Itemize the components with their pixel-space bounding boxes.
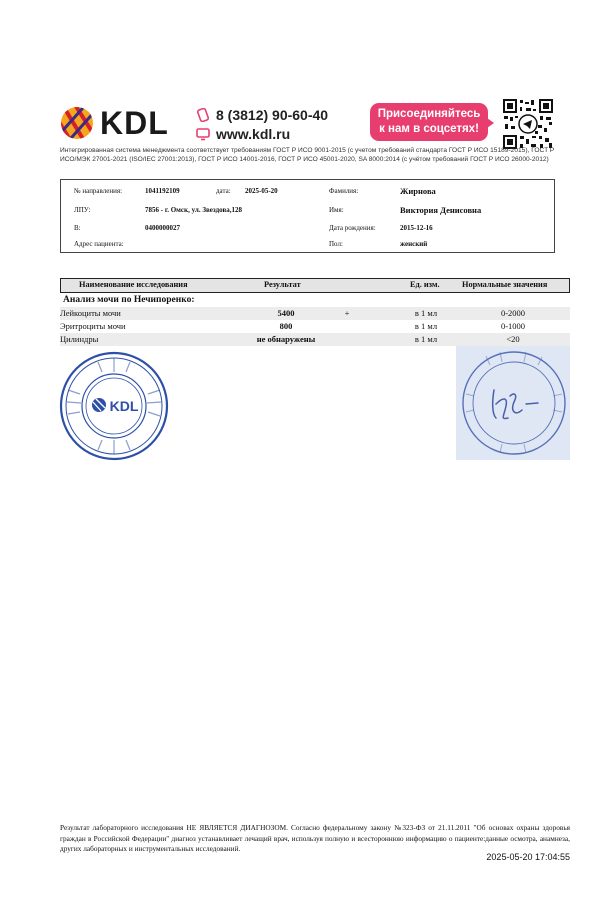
logo-text: KDL — [100, 105, 169, 141]
table-row — [60, 333, 570, 346]
row-name: Эритроциты мочи — [60, 321, 126, 331]
v-value: 0400000027 — [145, 224, 180, 232]
v-label: В: — [74, 224, 81, 232]
birth-value: 2015-12-16 — [400, 224, 433, 232]
referral-value: 1041192109 — [145, 187, 180, 195]
sex-value: женский — [400, 240, 428, 248]
section-title: Анализ мочи по Нечипоренко: — [63, 295, 195, 305]
row-norm: 0-1000 — [500, 321, 526, 331]
surname-label: Фамилия: — [329, 187, 359, 195]
top-blank-strip — [0, 0, 600, 80]
date-label: дата: — [216, 187, 231, 195]
row-unit: в 1 мл — [414, 321, 438, 331]
website-link[interactable]: www.kdl.ru — [216, 126, 291, 142]
col-unit-header: Ед. изм. — [410, 280, 440, 289]
promo-arrow-icon — [487, 118, 494, 128]
sex-label: Пол: — [329, 240, 343, 248]
row-name: Лейкоциты мочи — [60, 308, 121, 318]
certification-text: Интегрированная система менеджмента соответствует требованиям ГОСТ Р ИСО 9001-2015 (с учетом требований стандарта ГОСТ Р ИСО 15189-2015), ГОСТ Р ИСО/МЭК 27001-2021 (ISO/IEC 27001:2013), ГОСТ Р ИСО 14001-2016, ГОСТ Р ИСО 45001-2020, SA 8000:2014 (с учётом требований ГОСТ Р ИСО 26000-2012) — [60, 147, 555, 163]
col-result-header: Результат — [264, 280, 301, 289]
address-label: Адрес пациента: — [74, 240, 124, 248]
kdl-logo — [60, 106, 180, 140]
row-result: 5400 — [277, 308, 295, 318]
row-result: 800 — [279, 321, 293, 331]
birth-label: Дата рождения: — [329, 224, 376, 232]
table-row — [60, 320, 570, 333]
doctor-stamp-with-signature — [456, 346, 570, 460]
promo-line-2: к нам в соцсетях! — [379, 123, 479, 135]
table-row — [60, 307, 570, 320]
col-name-header: Наименование исследования — [79, 280, 188, 289]
disclaimer-text: Результат лабораторного исследования НЕ ЯВЛЯЕТСЯ ДИАГНОЗОМ. Согласно федеральному закону №323-ФЗ от 21.11.2011 "Об основах охраны здоровья граждан в Российской Федерации" диагноз устанавливает лечащий врач, используя полную и всестороннюю информацию о пациенте:данные осмотра, анамнеза, других лабораторных и инструментальных исследований. — [60, 823, 570, 853]
name-value: Виктория Денисовна — [400, 205, 482, 215]
date-value: 2025-05-20 — [245, 187, 278, 195]
row-name: Цилиндры — [60, 334, 99, 344]
patient-info-box — [60, 179, 555, 253]
social-promo-badge[interactable] — [370, 103, 488, 141]
col-norm-header: Нормальные значения — [462, 280, 548, 289]
phone-icon — [196, 108, 210, 122]
referral-label: № направления: — [74, 187, 123, 195]
lpu-label: ЛПУ: — [74, 206, 91, 214]
website-row — [196, 125, 328, 143]
row-norm: 0-2000 — [500, 308, 526, 318]
promo-line-1: Присоединяйтесь — [377, 108, 481, 120]
stamp-logo-icon — [92, 398, 106, 412]
row-norm: <20 — [506, 334, 520, 344]
surname-value: Жирнова — [400, 186, 436, 196]
contacts-block — [196, 106, 328, 144]
phone-row — [196, 106, 328, 124]
row-unit: в 1 мл — [414, 308, 438, 318]
row-unit: в 1 мл — [414, 334, 438, 344]
results-table — [60, 278, 570, 346]
name-label: Имя: — [329, 206, 344, 214]
stamp-logo-text: KDL — [109, 398, 139, 414]
phone-number[interactable]: 8 (3812) 90-60-40 — [216, 107, 329, 123]
results-table-header — [60, 278, 570, 293]
organization-stamp — [58, 350, 170, 462]
lpu-value: 7856 - г. Омск, ул. Звездова,128 — [145, 206, 242, 214]
monitor-icon — [196, 127, 210, 141]
kdl-logo-icon — [60, 106, 94, 140]
printed-timestamp: 2025-05-20 17:04:55 — [486, 852, 570, 862]
row-result: не обнаружены — [256, 334, 316, 344]
row-flag: + — [344, 308, 350, 318]
qr-code[interactable] — [502, 98, 554, 150]
